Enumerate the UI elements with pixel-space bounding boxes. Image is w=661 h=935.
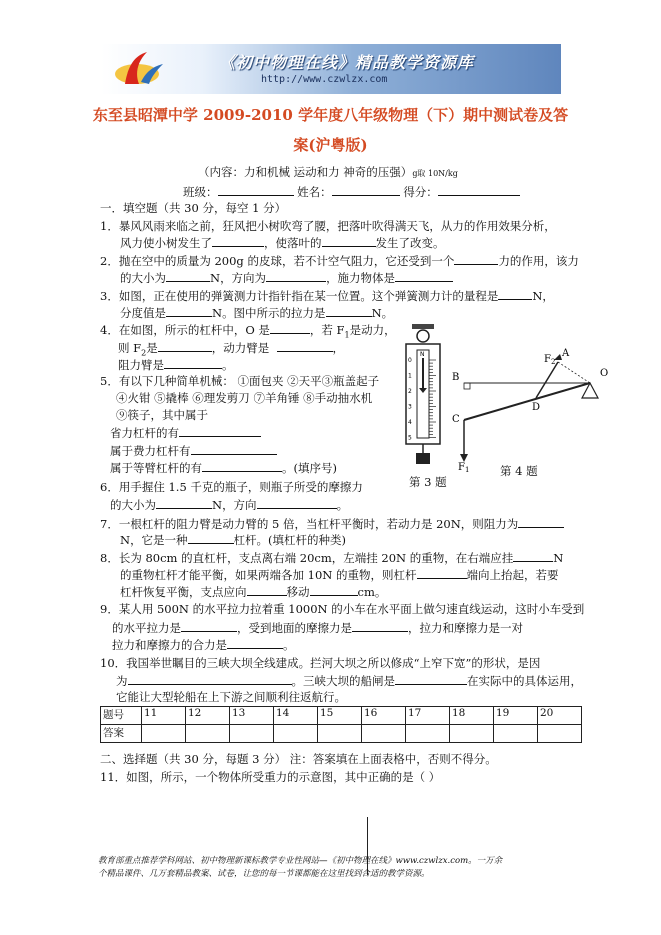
q5-line2: ④火钳 ⑤撬棒 ⑥理发剪刀 ⑦羊角锤 ⑧手动抽水机 [116,391,373,405]
qnum-cell: 18 [450,707,494,725]
section1-header: 一．填空题（共 30 分，每空 1 分） [100,201,287,215]
q5-line3: ⑨筷子，其中属于 [116,408,208,422]
qnum-cell: 14 [274,707,318,725]
qnum-cell: 15 [318,707,362,725]
class-blank[interactable] [218,184,294,196]
q4-blank1[interactable] [270,322,310,334]
answer-cell[interactable] [142,725,186,743]
q6-blank2[interactable] [257,497,337,509]
label-f1: $F_1$ [458,462,470,474]
q3-blank3[interactable] [326,305,372,317]
page-title-line2: 案(沪粤版) [293,136,368,154]
answer-cell[interactable] [494,725,538,743]
qnum-cell: 12 [186,707,230,725]
table-answer-label: 答案 [101,725,142,743]
score-label: 得分： [403,185,438,199]
answer-table [100,706,582,743]
q2-blank3[interactable] [266,270,326,282]
footer-line2: 个精品课件、几万套精品教案、试卷，让您的每一节课都能在这里找到合适的教学资源。 [98,869,430,879]
gauge-tick-label: 4 [408,419,412,426]
banner-url: http://www.czwlzx.com [261,74,388,85]
q6-blank1[interactable] [156,497,212,509]
label-o: O [600,368,609,379]
banner-title: 《初中物理在线》精品教学资源库 [219,53,475,72]
gauge-tick-label: 0 [408,357,412,364]
gauge-tick-label: 5 [408,434,412,442]
q9-blank3[interactable] [227,637,283,649]
qnum-cell: 13 [230,707,274,725]
gauge-tick-label: 2 [408,388,412,395]
q2-blank4[interactable] [395,270,453,282]
arm-line-a [558,362,590,383]
q5-line6: 属于等臂杠杆的有 。(填序号) [110,461,337,475]
q11-line: 11．如图，所示，一个物体所受重力的示意图，其中正确的是（ ） [100,770,441,784]
logo-icon [107,48,167,90]
footer [98,855,568,881]
class-label: 班级： [183,185,218,199]
q1-blank2[interactable] [322,235,376,247]
gauge-unit: N [420,351,425,358]
qnum-cell: 17 [406,707,450,725]
student-info-row [183,184,520,199]
content-scope [198,165,458,181]
q9-blank2[interactable] [352,620,408,632]
lever-figure [450,338,620,478]
q5-line5: 属于费力杠杆有 [110,443,277,458]
answer-cell[interactable] [318,725,362,743]
q9-blank1[interactable] [181,620,237,632]
name-label: 姓名： [297,185,332,199]
qnum-cell: 11 [142,707,186,725]
table-header-label: 题号 [101,707,142,725]
q8-line2: 的重物杠杆才能平衡，如果两端各加 10N 的重物，则杠杆 端向上抬起，若要 [120,568,559,582]
header-banner [101,44,561,94]
q3-blank1[interactable] [498,288,532,300]
weight-block [416,453,430,464]
top-ring [417,330,429,342]
q1-blank1[interactable] [212,235,264,247]
q4-blank3[interactable] [277,340,333,352]
q8-blank3[interactable] [247,584,287,596]
q10-blank1[interactable] [128,673,292,685]
q1-line1: 1．暴风风雨来临之前，狂风把小树吹弯了腰，把落叶吹得满天飞，从力的作用效果分析， [100,219,556,233]
label-f2: $F_2$ [544,354,556,366]
q8-blank1[interactable] [513,550,553,562]
name-blank[interactable] [332,184,400,196]
answer-cell[interactable] [450,725,494,743]
label-a: A [562,348,570,359]
footer-line1: 教育部重点推荐学科网站、初中物理新课标教学专业性网站—《初中物理在线》www.czwlzx.com。一万余 [98,856,503,866]
content-text: （内容：力和机械 运动和力 神奇的压强） [198,165,413,179]
answer-cell[interactable] [274,725,318,743]
gauge-tick-label: 3 [408,403,412,411]
q4-blank2[interactable] [158,340,212,352]
q10-line3: 它能让大型轮船在上下游之间顺利往返航行。 [116,690,346,704]
q8-line1: 8．长为 80cm 的直杠杆，支点离右端 20cm，左端挂 20N 的重物，在右端应挂 N [100,551,564,565]
q3-blank2[interactable] [166,305,212,317]
page-title: 东至县昭潭中学 2009-2010 学年度八年级物理（下）期中测试卷及答 [92,106,569,124]
lever-bar [464,383,590,420]
score-blank[interactable] [438,184,520,196]
g-note: g取 10N/kg [412,169,458,178]
q7-line1: 7．一根杠杆的阻力臂是动力臂的 5 倍，当杠杆平衡时，若动力是 20N，则阻力为 [100,516,564,531]
q5-blank2[interactable] [191,443,277,455]
q10-line2: 为 。三峡大坝的船闸是 在实际中的具体运用， [116,674,582,688]
label-d: D [532,402,541,413]
answer-table-answer-row [101,725,582,743]
q7-line2: N，它是一种 杠杆。(填杠杆的种类) [120,533,347,547]
q5-blank3[interactable] [202,460,282,472]
q5-line4: 省力杠杆的有 [110,425,261,440]
q3-line1: 3．如图，正在使用的弹簧测力计指针指在某一位置。这个弹簧测力计的量程是 N， [100,289,554,303]
fig4-caption: 第 4 题 [500,464,538,478]
answer-cell[interactable] [362,725,406,743]
q9-line2: 的水平拉力是 ，受到地面的摩擦力是 ，拉力和摩擦力是一对 [112,621,523,635]
q4-line3: 阻力臂是 。 [118,358,234,372]
q2-blank2[interactable] [166,270,210,282]
force-f1-arrow [460,454,468,462]
q6-line2: 的大小为 N，方向 。 [110,498,349,512]
qnum-cell: 16 [362,707,406,725]
answer-cell[interactable] [186,725,230,743]
gauge-tick-label: 1 [408,372,412,380]
answer-cell[interactable] [230,725,274,743]
q10-blank2[interactable] [395,673,467,685]
label-b: B [452,372,460,383]
q4-blank4[interactable] [164,357,222,369]
q9-line1: 9．某人用 500N 的水平拉力拉着重 1000N 的小车在水平面上做匀速直线运动，这时小车受到 [100,602,585,616]
q2-line2: 的大小为 N，方向为 ，施力物体是 [120,270,453,285]
q2-line1: 2．抛在空中的质量为 200g 的皮球，若不计空气阻力，它还受到一个 力的作用，该力 [100,254,579,268]
qnum-cell: 19 [494,707,538,725]
fig3-caption: 第 3 题 [409,475,447,489]
q5-line1: 5．有以下几种简单机械： ①面包夹 ②天平③瓶盖起子 [100,374,380,388]
q7-blank1[interactable] [518,516,564,528]
q1-line2: 风力使小树发生了 ，使落叶的 发生了改变。 [120,236,445,250]
q4-line2: 则 $F_2$是 ，动力臂是 ， [118,341,345,358]
q6-line1: 6．用手握住 1.5 千克的瓶子，则瓶子所受的摩擦力 [100,480,363,494]
label-c: C [452,414,460,425]
q5-blank1[interactable] [179,425,261,437]
section2-header: 二、选择题（共 30 分，每题 3 分） 注：答案填在上面表格中，否则不得分。 [100,752,497,766]
q10-line1: 10．我国举世瞩目的三峡大坝全线建成。拦河大坝之所以修成“上窄下宽”的形状，是因 [100,656,541,670]
answer-cell[interactable] [538,725,582,743]
q8-blank2[interactable] [417,567,467,579]
top-hook-bar [412,324,434,329]
q3-line2: 分度值是 N。图中所示的拉力是 N。 [120,306,394,320]
q8-line3: 杠杆恢复平衡，支点应向 移动 cm。 [120,585,387,599]
qnum-cell: 20 [538,707,582,725]
q9-line3: 拉力和摩擦力的合力是 。 [112,638,295,652]
q2-blank1[interactable] [454,253,498,265]
right-angle-mark [464,383,470,389]
q4-line1: 4．在如图，所示的杠杆中，O 是 ，若 $F_1$是动力， [100,323,396,340]
q7-blank2[interactable] [188,532,234,544]
q8-blank4[interactable] [310,584,358,596]
answer-table-header-row [101,707,582,725]
answer-cell[interactable] [406,725,450,743]
